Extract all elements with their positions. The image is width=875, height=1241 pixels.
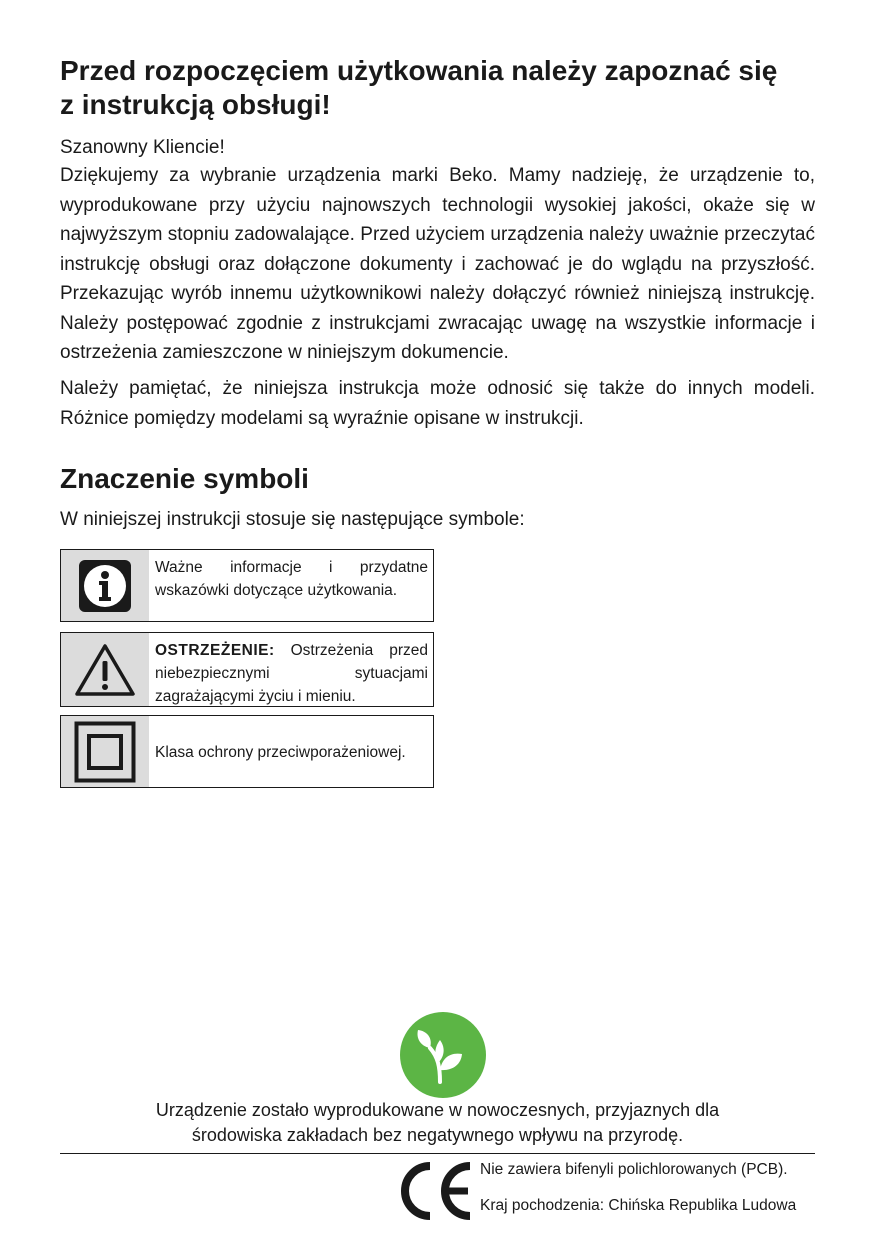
info-icon	[61, 550, 149, 621]
symbols-intro: W niniejszej instrukcji stosuje się następujące symbole:	[60, 509, 525, 530]
symbol-row-protection-class	[60, 715, 434, 788]
symbol-row-warning	[60, 632, 434, 707]
footer-divider	[60, 1153, 815, 1154]
eco-text-line-1: Urządzenie zostało wyprodukowane w nowoczesnych, przyjaznych dla	[155, 1100, 720, 1120]
greeting: Szanowny Kliencie!	[60, 137, 225, 158]
symbol-description: Klasa ochrony przeciwporażeniowej.	[155, 744, 406, 761]
eco-production-note	[60, 1098, 815, 1148]
symbol-description	[149, 633, 433, 706]
page-title	[60, 54, 820, 122]
ce-mark-icon	[398, 1160, 474, 1222]
symbol-description: Ważne informacje i przydatne wskazówki dotyczące użytkowania.	[155, 559, 428, 599]
models-note-paragraph: Należy pamiętać, że niniejsza instrukcja może odnosić się także do innych modeli. Różnice pomiędzy modelami są wyraźnie opisane w instrukcji.	[60, 378, 815, 429]
pcb-note: Nie zawiera bifenyli polichlorowanych (PCB).	[480, 1161, 788, 1178]
eco-leaf-icon	[400, 1012, 486, 1098]
warning-text: Ostrzeżenia przed niebezpiecznymi sytuacjami zagrażającymi życiu i mieniu.	[155, 642, 428, 705]
country-of-origin: Kraj pochodzenia: Chińska Republika Ludowa	[480, 1197, 797, 1214]
eco-text-line-2: środowiska zakładach bez negatywnego wpływu na przyrodę.	[191, 1125, 684, 1145]
warning-label: OSTRZEŻENIE:	[155, 642, 275, 659]
double-insulation-icon	[61, 716, 149, 787]
intro-paragraph: Dziękujemy za wybranie urządzenia marki Beko. Mamy nadzieję, że urządzenie to, wyprodukowane przy użyciu najnowszych technologii wysokiej jakości, okaże się w najwyższym stopniu zadowalające. Przed użyciem urządzenia należy uważnie przeczytać instrukcję obsługi oraz dołączone dokumenty i zachować je do wglądu na przyszłość. Przekazując wyrób innemu użytkownikowi należy dołączyć również niniejszą instrukcję. Należy postępować zgodnie z instrukcjami zwracając uwagę na wszystkie informacje i ostrzeżenia zamieszczone w niniejszym dokumencie.	[60, 165, 815, 363]
symbols-heading: Znaczenie symboli	[60, 463, 309, 494]
title-line-2: z instrukcją obsługi!	[60, 89, 331, 120]
warning-icon	[61, 633, 149, 706]
title-line-1: Przed rozpoczęciem użytkowania należy zapoznać się	[60, 55, 778, 86]
symbol-row-info	[60, 549, 434, 622]
